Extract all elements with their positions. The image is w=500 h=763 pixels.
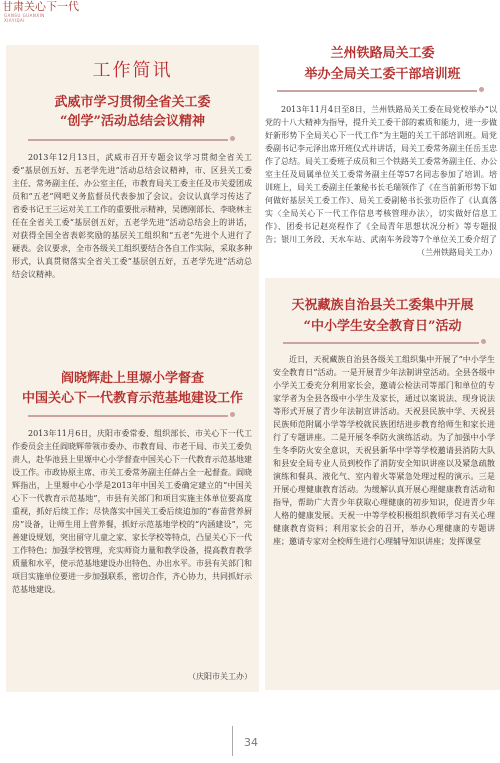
article-2-body: 2013年11月6日，庆阳市委常委、组织部长、市关心下一代工作委员会主任阎晓辉带领市委办、市教育局、市老干局、市关工委负责人，赴华池县上里塬中心小学督查中国关心下一代教育示范基地建设工作。市政协原主席、市关工委常务副主任薛占全一起督查。阎晓辉指出，上里塬中心小学是2013年中国关工委确定建立的“中国关心下一代教育示范基地”，市县有关部门和项目实施主体单位要高度重视，抓好后续工作；尽快落实中国关工委后续追加的“春苗营养厨房”设备，让师生用上营养餐，抓好示范基地学校的“内涵建设”，完善建设规划，突出留守儿童之家、家长学校等特点，凸显关心下一代工作特色；加强学校管理，充实师资力量和教学设备，提高教育教学质量和水平，使示范基地建设办出特色、办出水平。市县有关部门和项目实施单位要进一步加强联系，密切合作，齐心协力，共同抓好示范基地建设。	[12, 429, 252, 594]
article-2-panel	[6, 357, 259, 692]
article-1-title-line-2: “创学”活动总结会议精神	[60, 114, 205, 129]
section-title: 工作简讯	[92, 60, 173, 81]
article-3-title-line-1: 兰州铁路局关工委	[330, 46, 435, 61]
page-number-divider	[232, 726, 233, 756]
article-2-title-line-1: 阎晓辉赴上里塬小学督查	[60, 371, 204, 386]
article-4-panel	[265, 278, 500, 690]
article-3-body: 2013年11月4日至8日，兰州铁路局关工委在局党校举办“以党的十八大精神为指导，提升关工委干部的素质和能力，进一步做好新形势下全局关心下一代工作”为主题的关工干部培训班。局党委副书记李元泽出席开班仪式并讲话，局关工委常务副主任岳玉忠作了总结。局关工委班子成员和三个铁路关工委常务副主任、办公室主任及局属单位关工委常务副主任等57名同志参加了培训。培训班上，局关工委副主任兼秘书长毛瑞领作了《在当前新形势下如何做好基层关工委工作》、局关工委副秘书长张功臣作了《认真落实〈全局关心下一代工作信息考核管理办法〉，切实做好信息工作》、团委书记赵亮程作了《全局青年思想状况分析》等专题报告；银川工务段、天水车站、武南车务段等7个单位关工委介绍了	[265, 105, 497, 244]
article-1-title-rule	[28, 139, 228, 141]
article-2-title-rule	[28, 415, 228, 417]
article-3-byline: （兰州铁路局关工办）	[417, 248, 497, 257]
article-3-title-rule	[277, 90, 477, 92]
article-4-title-line-2: “中小学生安全教育日”活动	[303, 319, 462, 334]
masthead-sub-line-1: GANSU GUANXIN	[4, 13, 45, 18]
article-2-byline: （庆阳市关工办）	[188, 672, 252, 681]
article-1-body: 2013年12月13日，武威市召开专题会议学习贯彻全省关工委“基层创五好、五老学先进”活动总结会议精神，市、区县关工委主任、常务副主任、办公室主任，市教育局关工委主任及市关爱团成员和“五老”网吧义务监督员代表参加了会议。会议认真学习传达了省委书记王三运对关工工作的重要批示精神，吴德刚部长、李晓林主任在全省关工委“基层创五好，五老学先进”活动总结会上的讲话，对获得全国全省表彰奖励的基层关工组织和“五老”先进个人进行了硬表。会议要求，全市各级关工组织要结合各自工作实际，采取多种形式，认真贯彻落实全省关工委“基层创五好，五老学先进”活动总结会议精神。	[12, 153, 252, 279]
article-2-title-rule-dot	[230, 412, 235, 417]
article-3-title-rule-dot	[479, 87, 484, 92]
article-4-title-rule-dot	[481, 339, 486, 344]
article-4-title-line-1: 天祝藏族自治县关工委集中开展	[291, 298, 474, 313]
article-1-title-line-1: 武威市学习贯彻全省关工委	[54, 95, 211, 110]
right-column	[265, 0, 500, 763]
article-3-title-line-2: 举办全局关工委干部培训班	[304, 67, 461, 82]
article-4-body: 近日，天祝藏族自治县各级关工组织集中开展了“中小学生安全教育日”活动。一是开展青少年法制讲堂活动。全县各级中小学关工委充分利用家长会，邀请公检法司等部门和单位的专家学者为全县各级中小学生及家长，通过以案说法、现身说法等形式开展了青少年法制宣讲活动。天祝县民族中学、天祝县民族师范附属小学等学校就民族团结进步教育给师生和家长进行了专题讲座。二是开展冬季防火演练活动。为了加强中小学生冬季防火安全意识，天祝县新华中学等学校邀请县消防大队和县安全局专业人员到校作了消防安全知识讲座以及紧急疏散演练和餐具、液化气、室内着火等紧急处理过程的演示。三是开展心理健康教育活动。为缓解认真开展心理健康教育活动和指导，帮助广大青少年获取心理健康的初步知识，促进青少年人格的健康发展。天祝一中等学校积极组织教师学习有关心理健康教育资料；利用家长会的召开，举办心理健康的专题讲座；邀请专家对全校师生进行心理辅导知识讲座；发挥课堂	[273, 355, 495, 546]
page-number: 34	[244, 736, 258, 749]
article-1-title-rule-dot	[230, 136, 235, 141]
article-4-title-rule	[283, 342, 479, 344]
magazine-masthead	[2, 0, 79, 23]
left-column	[0, 45, 260, 685]
masthead-logo: 甘肃关心下一代	[2, 0, 79, 13]
masthead-sub-line-2: XIAYIDAI	[4, 18, 25, 23]
article-2-title-line-2: 中国关心下一代教育示范基地建设工作	[21, 391, 243, 406]
briefs-panel	[6, 45, 259, 377]
